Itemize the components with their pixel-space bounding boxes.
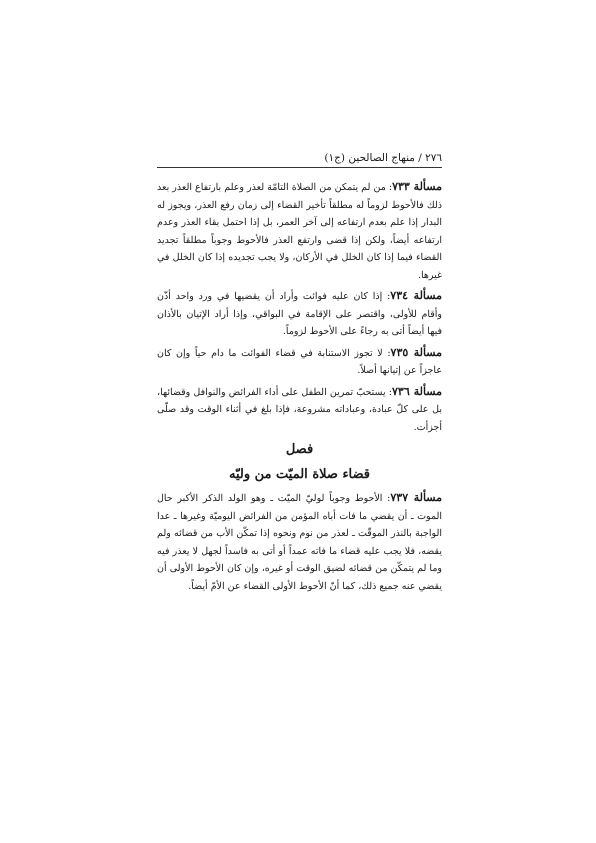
masala-text: : الأحوط وجوباً لوليّ الميّت ـ وهو الولد الذكر الأكبر حال الموت ـ أن يقضي ما فات أباه المؤمن من الفرائض اليوميّة وغيرها ـ عدا الواجبة بالنذر الموقّت ـ لعذر من نوم ونحوه إذا تمكّن الأب من قضائه ولم يقضه، فلا يجب عليه قضاء ما فاته عمداً أو أتى به فاسداً لجهل لا يعذر فيه وما لم يتمكّن من قضائه لضيق الوقت أو غيره، وإن كان الأحوط الأولى أن يقضي عنه جميع ذلك، كما أنّ الأحوط الأولى القضاء عن الأمّ أيضاً. [157, 493, 442, 592]
masala-text: : من لم يتمكن من الصلاة التامّة لعذر وعلم بارتفاع العذر بعد ذلك فالأحوط لزوماً له مطلقاً تأخير القضاء إلى زمان رفع العذر، ويجوز له البدار إذا علم بعدم ارتفاعه إلى آخر العمر، بل إذا احتمل بقاء العذر وعدم ارتفاعه أيضاً، ولكن إذا قضى وارتفع العذر فالأحوط وجوباً مطلقاً تجديد القضاء فيما إذا كان الخلل في الأركان، ولا يجب تجديده إذا كان الخلل في غيرها. [157, 182, 442, 281]
masala-734 [157, 287, 442, 341]
masala-733 [157, 178, 442, 284]
running-title: ٢٧٦ / منهاج الصالحين (ج١) [324, 152, 442, 164]
section-subheading: قضاء صلاة الميّت من وليّه [228, 467, 371, 482]
section-heading: فصل [285, 442, 314, 457]
masala-label: مسألة ٧٣٥ [390, 345, 443, 359]
masala-736 [157, 383, 442, 437]
running-header [157, 151, 442, 168]
masala-text: : لا تجوز الاستنابة في قضاء الفوائت ما دام حياً وإن كان عاجزاً عن إتيانها أصلاً. [157, 347, 442, 376]
masala-737 [157, 489, 442, 595]
masala-label: مسألة ٧٣٦ [392, 384, 442, 398]
masala-label: مسألة ٧٣٧ [390, 491, 442, 504]
masala-label: مسألة ٧٣٤ [390, 289, 442, 302]
page-body [157, 178, 442, 598]
masala-text: : يستحبّ تمرين الطفل على أداء الفرائض والنوافل وقضائها، بل على كلّ عبادة، وعباداته مشروعة، فإذا بلغ في أثناء الوقت وقد صلّى أجزأت. [157, 386, 442, 433]
masala-text: : إذا كان عليه فوائت وأراد أن يقضيها في ورد واحد أذّن وأقام للأولى، واقتصر على الإقامة في البواقي، وإذا أراد الإتيان بالأذان فيها أيضاً أتى به رجاءً على الأحوط لزوماً. [157, 291, 442, 337]
masala-735 [157, 344, 442, 380]
masala-label: مسألة ٧٣٣ [392, 180, 442, 193]
